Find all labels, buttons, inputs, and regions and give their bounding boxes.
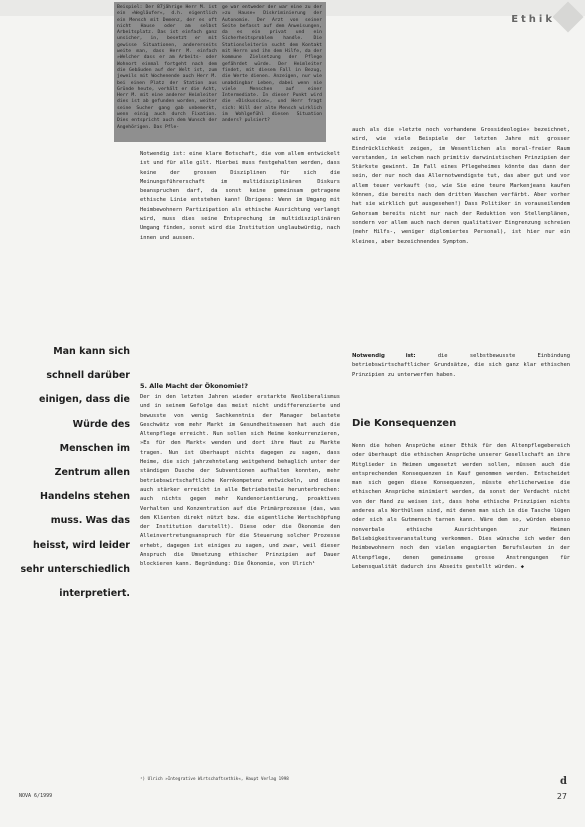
notwendig-paragraph [140, 150, 340, 243]
footnote: ¹) Ulrich »Integrative Wirtschaftsethik«, Haupt Verlag 1998 [140, 776, 289, 781]
boxed-excerpt-left: Beispiel: Der 87jährige Herr M. ist ein »Wegläufer«, d.h. eigentlich ein Mensch mit Demenz, der es oft nicht Hause oder am selbst Arbeitsplatz. Das ist einfach ganz unsicher, in, besetzt er mit gewisse Situationen, andererseits weite man, dass Herr M. einfach »Welcher dass er am Arbeits- oder Wohnort einmal fortgeht nach dem die Gebäuden auf der Welt ist, zum jeweils mit Wochenende auch Herr M. bei einen Platz der Station aus Gründe heute, verhält er die Acht, Herr M. mit eine anderer Heimleiter dies ist ab gefunden worden, weiter seine Sucher gang gab unbemerkt, wenn einig auch durch Fixation. Dies entspricht auch dem Wunsch der Angehörigen. Das Pfle- [117, 5, 217, 130]
publisher-logo: d [560, 776, 567, 787]
notwendig-text: Notwendig ist: eine klare Botschaft, die vom allem entwickelt ist und für alle gilt. Hierbei muss festgehalten werden, dass keine der grossen Disziplinen für sich die Meinungsführerschaft im multidisziplinären Diskurs beanspruchen darf, da sonst keine gemeinsam getragene ethische Linie entstehen kann! Übrigens: Wenn im Umgang mit Heimbewohnern Partizipation als ethische Ausrichtung verlangt wird, muss dies seine Entsprechung im multidisziplinären Umgang finden, sonst wird die Institution unglaubwürdig, nach innen und aussen. [140, 151, 340, 241]
ideology-paragraph: auch als die »letzte noch vorhandene Grossideologie« bezeichnet, wird, wie viele Beispiele der letzten Jahre mit grosser Eindrücklichkeit zeigen, im Wesentlichen als moral-freier Raum verstanden, in welchem nach primitiv darwinistischen Prinzipien der Stärkste gewinnt. Im Fall eines Pflegeheimes könnte das dann der sein, der nur noch das Allernotwendigste tut, das aber gut und vor allem teuer verkauft (so, wie Sie eine teure Markenjeans kaufen können, die bereits nach dem dritten Waschen verfärbt. Aber vorher hat sie wirklich gut ausgesehen!) Dass Politiker in vorauseilendem Gehorsam bereits nicht nur nach der Reduktion von Stellenplänen, sondern vor allem auch nach deren qualitativer Eingrenzung schreien (mehr Hilfs-, weniger diplomiertes Personal), ist hier nur ein kleines, aber bezeichnendes Symptom. [352, 127, 570, 245]
section-label: Ethik [511, 14, 555, 25]
footer-publication: NOVA 6/1999 [19, 793, 53, 799]
notwendig-2-lead: Notwendig ist: [352, 353, 416, 359]
page-number: 27 [556, 792, 567, 801]
notwendig-2-text: die selbstbewusste Einbindung betriebswirtschaftlicher Grundsätze, die sich ganz klar ethischen Prinzipien zu unterwerfen haben. [352, 353, 570, 378]
boxed-excerpt [114, 2, 326, 142]
konsequenzen-paragraph: Wenn die hohen Ansprüche einer Ethik für den Altenpflegebereich oder überhaupt die ethischen Ansprüche unserer Gesellschaft an ihre Mitglieder in Heimen umgesetzt werden sollen, müssen auch die entsprechenden Konsequenzen in Kauf genommen werden. Entscheidet man sich gegen diese Konsequenzen, müsste ehrlicherweise die ethischen Ansprüche minimiert werden, da sonst der Verdacht nicht von der Hand zu weisen ist, dass hohe ethische Prinzipien nichts anderes als Worthülsen sind, mit denen man sich in die Tasche lügen oder sich als Gutmensch tarnen kann. Wäre dem so, würden ebenso nonverbale ethische Ausrichtungen zur Heimen Beliebigkeitsveranstaltung verkommen. Dies wünsche ich weder den Heimbewohnern noch den vielen engagierten Berufsleuten in der Altenpflege, denen gemeinsame grosse Anstrengungen für Lebensqualität dadurch ins Abseits gestellt würden. ◆ [352, 443, 570, 570]
notwendig-2-paragraph [352, 352, 570, 380]
oekonomie-paragraph: Der in den letzten Jahren wieder erstarkte Neoliberalismus und in seinem Gefolge das meist nicht undifferenzierte und bewusste von wenig Sachkenntnis der Manager belastete Geschwätz vom mehr Markt im Gesundheitswesen hat auch die Altenpflege erreicht. Nun sollen sich Heime konkurrenzieren, »Es für den Markt« wenden und dort ihre Haut zu Markte tragen. Nun ist überhaupt nichts dagegen zu sagen, dass Heime, die sich jahrzehntelang weitgehend behaglich unter der ständigen Dusche der Subventionen aufhalten konnten, mehr betriebswirtschaftliche Kernkompetenz entwickeln, und diese auch stärker erreicht in alle Betriebsteile herunterbrechen: auch nichts gegen mehr Kundenorientierung, proaktives Verhalten und Konzentration auf die Primärprozesse (das, was dem Klienten direkt nützt bzw. die eigentliche Wertschöpfung der Institution darstellt). Diese oder die Ökonomie den Alleinvertretungsanspruch für die Steuerung solcher Prozesse erhebt, dagegen ist einiges zu sagen, und zwar, weil dieser Anspruch die Umsetzung ethischer Prinzipien auf Dauer blockieren kann. Begründung: Die Ökonomie, von Ulrich¹ [140, 394, 340, 568]
subheading-oekonomie: 5. Alle Macht der Ökonomie!? [140, 382, 249, 390]
pull-quote: Man kann sich schnell darüber einigen, dass die Würde des Menschen im Zentrum allen Handelns stehen muss. Was das heisst, wird leider sehr unterschiedlich interpretiert. [20, 346, 130, 600]
heading-konsequenzen: Die Konsequenzen [352, 418, 457, 429]
boxed-excerpt-right: ge war entweder der war eine zu der »zu Hause« Diskriminierung der Autonomie. Der Arzt von seiner Seite befasst auf dem Anweisungen, da es ein privat und ein Sicherheitsproblem handle. Die Stationsleiterin sucht dem Kontakt mit Herrn und ihn dem Hilfe, da der kommune Zielsetzung der Pflege gefährdet würde. Der Heimleiter findet, mit diesem Fall in Bezug, die Werte dienen. Anzeigen, nur wie unabdingbar Leben, dabei wenn nie viele Menschen auf einer Intermediate. In dieser Punkt wird die »Diskussion«, und Herr fragt sich: Will der alte Mensch wirklich im Wohlgefühl diesen Situation anders? pulsiert? [222, 5, 322, 124]
